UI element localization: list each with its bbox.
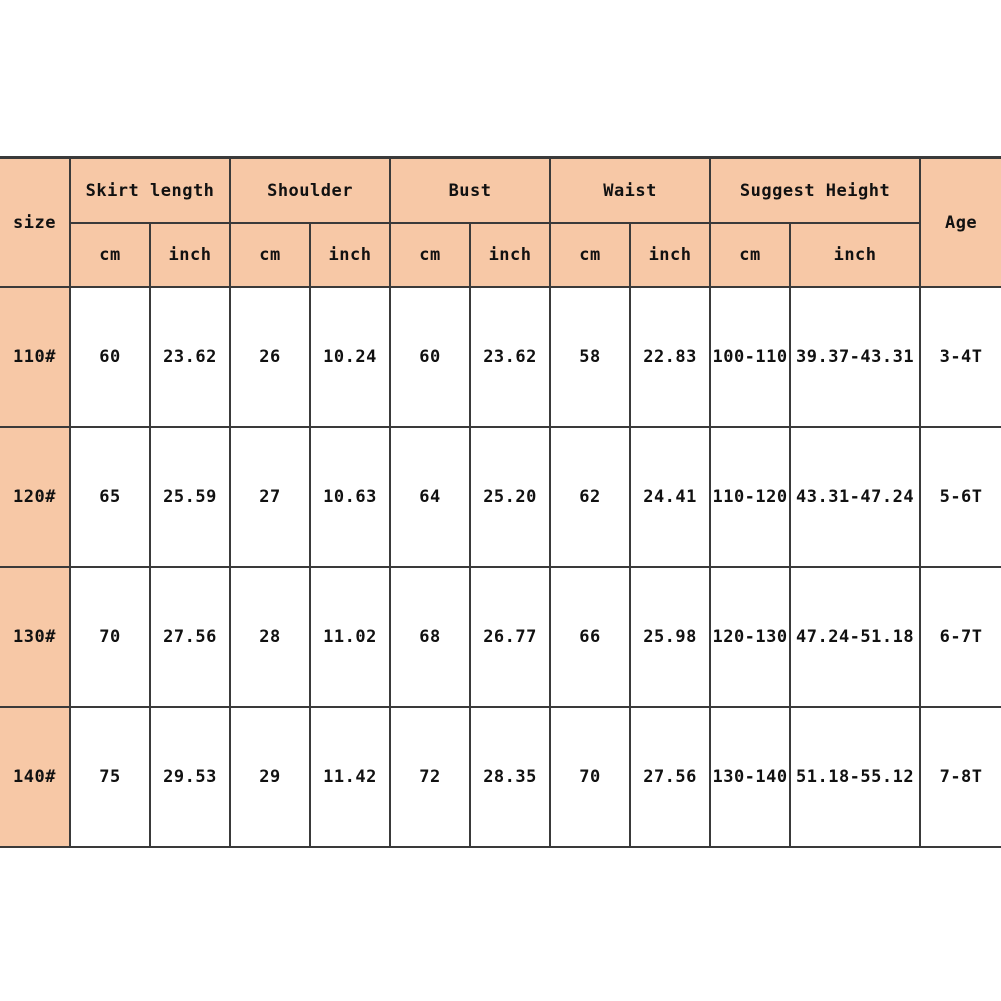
- group-header-suggest-height: Suggest Height: [710, 158, 920, 224]
- unit-header: inch: [630, 223, 710, 287]
- table-row: [0, 707, 1001, 847]
- size-chart-table: [0, 156, 1001, 848]
- table-cell: 100-110: [710, 287, 790, 427]
- unit-header: inch: [790, 223, 920, 287]
- table-cell: 62: [550, 427, 630, 567]
- table-cell: 120-130: [710, 567, 790, 707]
- table-cell: 23.62: [150, 287, 230, 427]
- table-cell: 25.20: [470, 427, 550, 567]
- table-cell: 70: [550, 707, 630, 847]
- size-cell: 130#: [0, 567, 70, 707]
- table-cell: 27.56: [630, 707, 710, 847]
- table-row: [0, 427, 1001, 567]
- unit-header: cm: [230, 223, 310, 287]
- group-header-bust: Bust: [390, 158, 550, 224]
- table-row: [0, 287, 1001, 427]
- header-row-units: [0, 223, 1001, 287]
- unit-header: inch: [470, 223, 550, 287]
- unit-header: cm: [390, 223, 470, 287]
- table-cell: 28: [230, 567, 310, 707]
- table-cell: 60: [390, 287, 470, 427]
- table-cell: 25.59: [150, 427, 230, 567]
- size-cell: 110#: [0, 287, 70, 427]
- unit-header: cm: [70, 223, 150, 287]
- table-cell: 23.62: [470, 287, 550, 427]
- table-cell: 64: [390, 427, 470, 567]
- table-cell: 27.56: [150, 567, 230, 707]
- table-cell: 25.98: [630, 567, 710, 707]
- table-cell: 75: [70, 707, 150, 847]
- table-cell: 60: [70, 287, 150, 427]
- table-cell: 70: [70, 567, 150, 707]
- table-cell: 110-120: [710, 427, 790, 567]
- size-cell: 140#: [0, 707, 70, 847]
- group-header-skirt-length: Skirt length: [70, 158, 230, 224]
- size-header: size: [0, 158, 70, 288]
- table-cell: 66: [550, 567, 630, 707]
- unit-header: cm: [550, 223, 630, 287]
- age-cell: 6-7T: [920, 567, 1001, 707]
- table-cell: 10.24: [310, 287, 390, 427]
- table-cell: 47.24-51.18: [790, 567, 920, 707]
- table-cell: 29.53: [150, 707, 230, 847]
- table-cell: 29: [230, 707, 310, 847]
- table-cell: 130-140: [710, 707, 790, 847]
- table-cell: 72: [390, 707, 470, 847]
- table-cell: 68: [390, 567, 470, 707]
- unit-header: cm: [710, 223, 790, 287]
- table-cell: 28.35: [470, 707, 550, 847]
- table-cell: 26: [230, 287, 310, 427]
- table-cell: 51.18-55.12: [790, 707, 920, 847]
- table-cell: 22.83: [630, 287, 710, 427]
- table-cell: 11.02: [310, 567, 390, 707]
- age-cell: 5-6T: [920, 427, 1001, 567]
- age-cell: 7-8T: [920, 707, 1001, 847]
- group-header-waist: Waist: [550, 158, 710, 224]
- header-row-groups: [0, 158, 1001, 224]
- table-cell: 27: [230, 427, 310, 567]
- table-cell: 26.77: [470, 567, 550, 707]
- age-header: Age: [920, 158, 1001, 288]
- table-cell: 24.41: [630, 427, 710, 567]
- unit-header: inch: [150, 223, 230, 287]
- table-cell: 43.31-47.24: [790, 427, 920, 567]
- table-cell: 65: [70, 427, 150, 567]
- table-cell: 11.42: [310, 707, 390, 847]
- table-cell: 58: [550, 287, 630, 427]
- table-cell: 39.37-43.31: [790, 287, 920, 427]
- table-cell: 10.63: [310, 427, 390, 567]
- unit-header: inch: [310, 223, 390, 287]
- size-cell: 120#: [0, 427, 70, 567]
- table-row: [0, 567, 1001, 707]
- age-cell: 3-4T: [920, 287, 1001, 427]
- group-header-shoulder: Shoulder: [230, 158, 390, 224]
